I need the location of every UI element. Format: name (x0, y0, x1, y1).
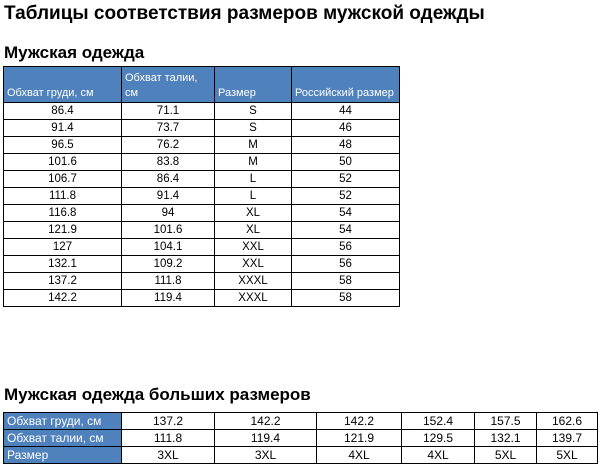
header-chest: Обхват груди, см (4, 67, 122, 103)
cell-size: XXL (215, 256, 292, 273)
cell-waist: 86.4 (122, 171, 215, 188)
cell-size: L (215, 171, 292, 188)
cell-waist: 109.2 (122, 256, 215, 273)
cell-chest: 101.6 (4, 154, 122, 171)
table-row (4, 273, 400, 290)
table-cell: 142.2 (215, 413, 317, 430)
cell-russian-size: 46 (292, 120, 400, 137)
cell-size: S (215, 120, 292, 137)
table-row (4, 205, 400, 222)
table-row (4, 447, 598, 464)
table-row (4, 239, 400, 256)
row-label: Размер (4, 447, 122, 464)
cell-size: XL (215, 222, 292, 239)
cell-russian-size: 52 (292, 171, 400, 188)
table-row (4, 222, 400, 239)
header-size: Размер (215, 67, 292, 103)
cell-chest: 111.8 (4, 188, 122, 205)
cell-russian-size: 58 (292, 290, 400, 307)
cell-waist: 76.2 (122, 137, 215, 154)
cell-size: XXXL (215, 273, 292, 290)
cell-size: XXXL (215, 290, 292, 307)
cell-waist: 111.8 (122, 273, 215, 290)
cell-size: S (215, 103, 292, 120)
cell-russian-size: 48 (292, 137, 400, 154)
table-row (4, 256, 400, 273)
table-cell: 132.1 (475, 430, 537, 447)
cell-waist: 71.1 (122, 103, 215, 120)
table-cell: 5XL (475, 447, 537, 464)
cell-chest: 86.4 (4, 103, 122, 120)
row-label: Обхват талии, см (4, 430, 122, 447)
cell-waist: 94 (122, 205, 215, 222)
cell-russian-size: 54 (292, 222, 400, 239)
cell-chest: 106.7 (4, 171, 122, 188)
table-cell: 5XL (537, 447, 598, 464)
table-cell: 162.6 (537, 413, 598, 430)
cell-size: M (215, 137, 292, 154)
cell-waist: 73.7 (122, 120, 215, 137)
cell-russian-size: 56 (292, 239, 400, 256)
cell-russian-size: 56 (292, 256, 400, 273)
cell-chest: 96.5 (4, 137, 122, 154)
table-row (4, 171, 400, 188)
table-cell: 111.8 (122, 430, 215, 447)
table-row (4, 188, 400, 205)
table-cell: 3XL (215, 447, 317, 464)
table-cell: 121.9 (317, 430, 402, 447)
cell-chest: 132.1 (4, 256, 122, 273)
cell-size: XXL (215, 239, 292, 256)
cell-waist: 101.6 (122, 222, 215, 239)
table-cell: 119.4 (215, 430, 317, 447)
cell-chest: 121.9 (4, 222, 122, 239)
table-row (4, 103, 400, 120)
table-row (4, 290, 400, 307)
page-title: Таблицы соответствия размеров мужской одежды (4, 3, 485, 24)
table-row (4, 430, 598, 447)
big-size-table (3, 412, 598, 464)
cell-chest: 127 (4, 239, 122, 256)
section-heading-mens-clothing: Мужская одежда (4, 43, 145, 62)
table-row (4, 413, 598, 430)
row-label: Обхват груди, см (4, 413, 122, 430)
table-header-row (4, 67, 400, 103)
cell-waist: 119.4 (122, 290, 215, 307)
cell-waist: 91.4 (122, 188, 215, 205)
table-cell: 4XL (317, 447, 402, 464)
cell-size: XL (215, 205, 292, 222)
cell-waist: 83.8 (122, 154, 215, 171)
table-cell: 4XL (402, 447, 475, 464)
header-waist: Обхват талии, см (122, 67, 215, 103)
cell-chest: 116.8 (4, 205, 122, 222)
table-cell: 142.2 (317, 413, 402, 430)
cell-chest: 137.2 (4, 273, 122, 290)
cell-waist: 104.1 (122, 239, 215, 256)
cell-russian-size: 58 (292, 273, 400, 290)
table-row (4, 120, 400, 137)
section-heading-big-sizes: Мужская одежда больших размеров (4, 385, 311, 404)
table-cell: 152.4 (402, 413, 475, 430)
cell-russian-size: 54 (292, 205, 400, 222)
table-cell: 3XL (122, 447, 215, 464)
table-row (4, 137, 400, 154)
cell-russian-size: 44 (292, 103, 400, 120)
table-cell: 139.7 (537, 430, 598, 447)
mens-size-table (3, 66, 400, 307)
cell-russian-size: 50 (292, 154, 400, 171)
table-cell: 157.5 (475, 413, 537, 430)
header-russian-size: Российский размер (292, 67, 400, 103)
cell-size: M (215, 154, 292, 171)
cell-russian-size: 52 (292, 188, 400, 205)
cell-chest: 91.4 (4, 120, 122, 137)
table-cell: 129.5 (402, 430, 475, 447)
table-row (4, 154, 400, 171)
cell-chest: 142.2 (4, 290, 122, 307)
table-cell: 137.2 (122, 413, 215, 430)
cell-size: L (215, 188, 292, 205)
